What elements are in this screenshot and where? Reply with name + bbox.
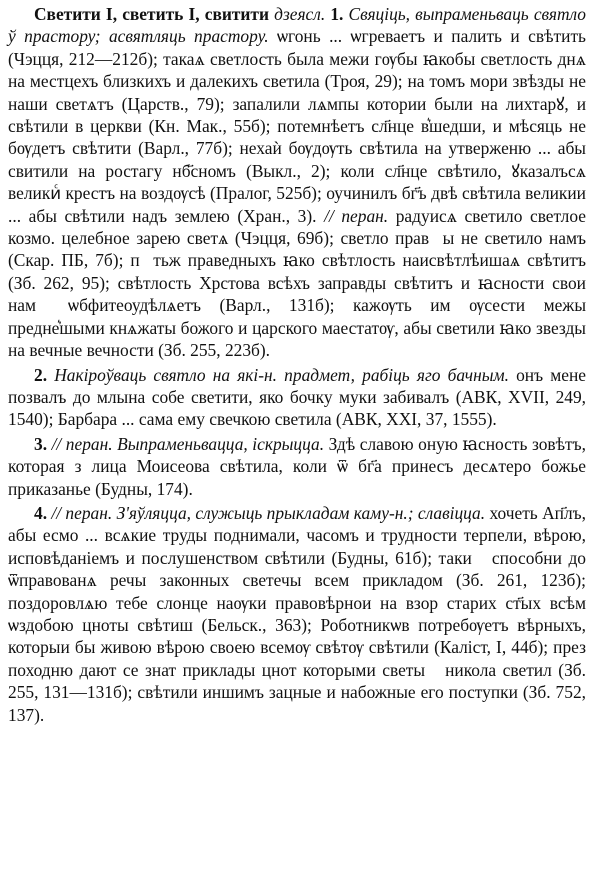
sense-number: 4. (34, 502, 48, 523)
sense-number: 1. (330, 4, 344, 24)
entry-headword: Светити I, светить I, свитити (34, 4, 269, 24)
sense-definition: Накіроўваць святло на які-н. прадмет, рабіць яго бачным. (54, 364, 509, 385)
sense-block (8, 433, 586, 500)
dictionary-entry (8, 3, 586, 362)
sense-citations: ѡгонь ... ѡгреваетъ и палить и свѣтить (Чэцця, 212—212б); такаѧ светлость была межи гѹбы ꙗкобы светлость днѧ на местцехъ близкихъ и далекихъ светила (Троя, 29); на томъ мори звѣзды не наши светѧтъ (Царств., 79); запалили лѧмпы котории были на лихтарꙋ, и свѣтили в церкви (Кн. Мак., 55б); потемнѣетъ сл҃нце в͛шедши, и мѣсяць не бѹдетъ свѣтити (Варл., 77б); нехаѝ бѹдѹть свѣтила на утверженю ... абы свитили на ростагу нб҃сномъ (Выкл., 2); коли сл҃нце свѣтило, ꙋказалъсѧ великиⷭ крестъ на воздѹсѣ (Пралог, 525б); оучинилъ бг҃ъ двѣ свѣтила великии ... абы свѣтили надъ землею (Хран., 3). (8, 26, 586, 226)
sense-number: 3. (34, 433, 48, 454)
sense-definition: З'яўляцца, служыць прыкладам каму-н.; славіцца. (116, 502, 486, 523)
sense-definition: Выпраменьвацца, іскрыцца. (117, 433, 325, 454)
sense-block (8, 502, 586, 726)
sense-definition: Свяціць, выпраменьваць святло ў прастору; асвятляць прастору. (8, 4, 586, 47)
figurative-citations: радуисѧ светило светлое козмо. целебное зарею светѧ (Чэцця, 69б); светло правⷣы не светило намъ (Скар. ПБ, 7б); пꙋтьж праведныхъ ꙗко свѣтлость наисвѣтлѣишаѧ свѣтитъ (Зб. 262, 95); свѣтлость Хрстова всѣхъ заправды свѣтитъ и ꙗсности свои намⷭ ѡбфитеоудѣлѧетъ (Варл., 131б); кажѹть им ѹсести межы предне͛шыми кнѧжаты божого и царского маестатѹ, абы светили ꙗко звезды на вечные вечности (Зб. 255, 223б). (8, 205, 586, 361)
figurative-label: // перан. (51, 433, 113, 454)
sense-citations: онъ мене позвалъ до млына собе светити, яко бочку муки забивалъ (АВК, XVII, 249, 1540); Барбара ... сама ему свечкою светила (АВК, XXI, 37, 1555). (8, 364, 586, 430)
part-of-speech-label: дзеясл. (274, 4, 326, 24)
sense-citations: хочеть Ап҃лъ, абы есмо ... всѧкие труды поднимали, часомъ и трудности терпели, вѣрою, исповѣданіемъ и послушенством свѣтили (Будны, 61б); такиⷭ способни до ѿправованѧ речы законных светечы всем прикладом (Зб. 261, 123б); поздоровлѧю тебе слонце наѹки правовѣрнои на взор старих ст҃ых всѣм ѡздобою цноты свѣтиш (Бельск., 363); Роботникѡв потребѹетъ вѣрныхъ, которыи бы живою вѣрою своею всемѹ свѣтѹ свѣтили (Каліст, I, 44б); през походню дают се знат приклады цнот которыми светыⷭ никола светил (Зб. 255, 131—131б); свѣтили иншимъ зацные и набожные его поступки (Зб. 752, 137). (8, 502, 586, 725)
sense-citations: Здѣ славою оную ꙗсность зовѣтъ, которая з лица Моисеова свѣтила, коли ѿ бг҃а принесъ десѧтеро божье приказанье (Будны, 174). (8, 433, 587, 499)
sense-block (8, 364, 586, 431)
figurative-label: // перан. (324, 205, 389, 226)
sense-number: 2. (34, 364, 48, 385)
figurative-label: // перан. (51, 502, 113, 523)
